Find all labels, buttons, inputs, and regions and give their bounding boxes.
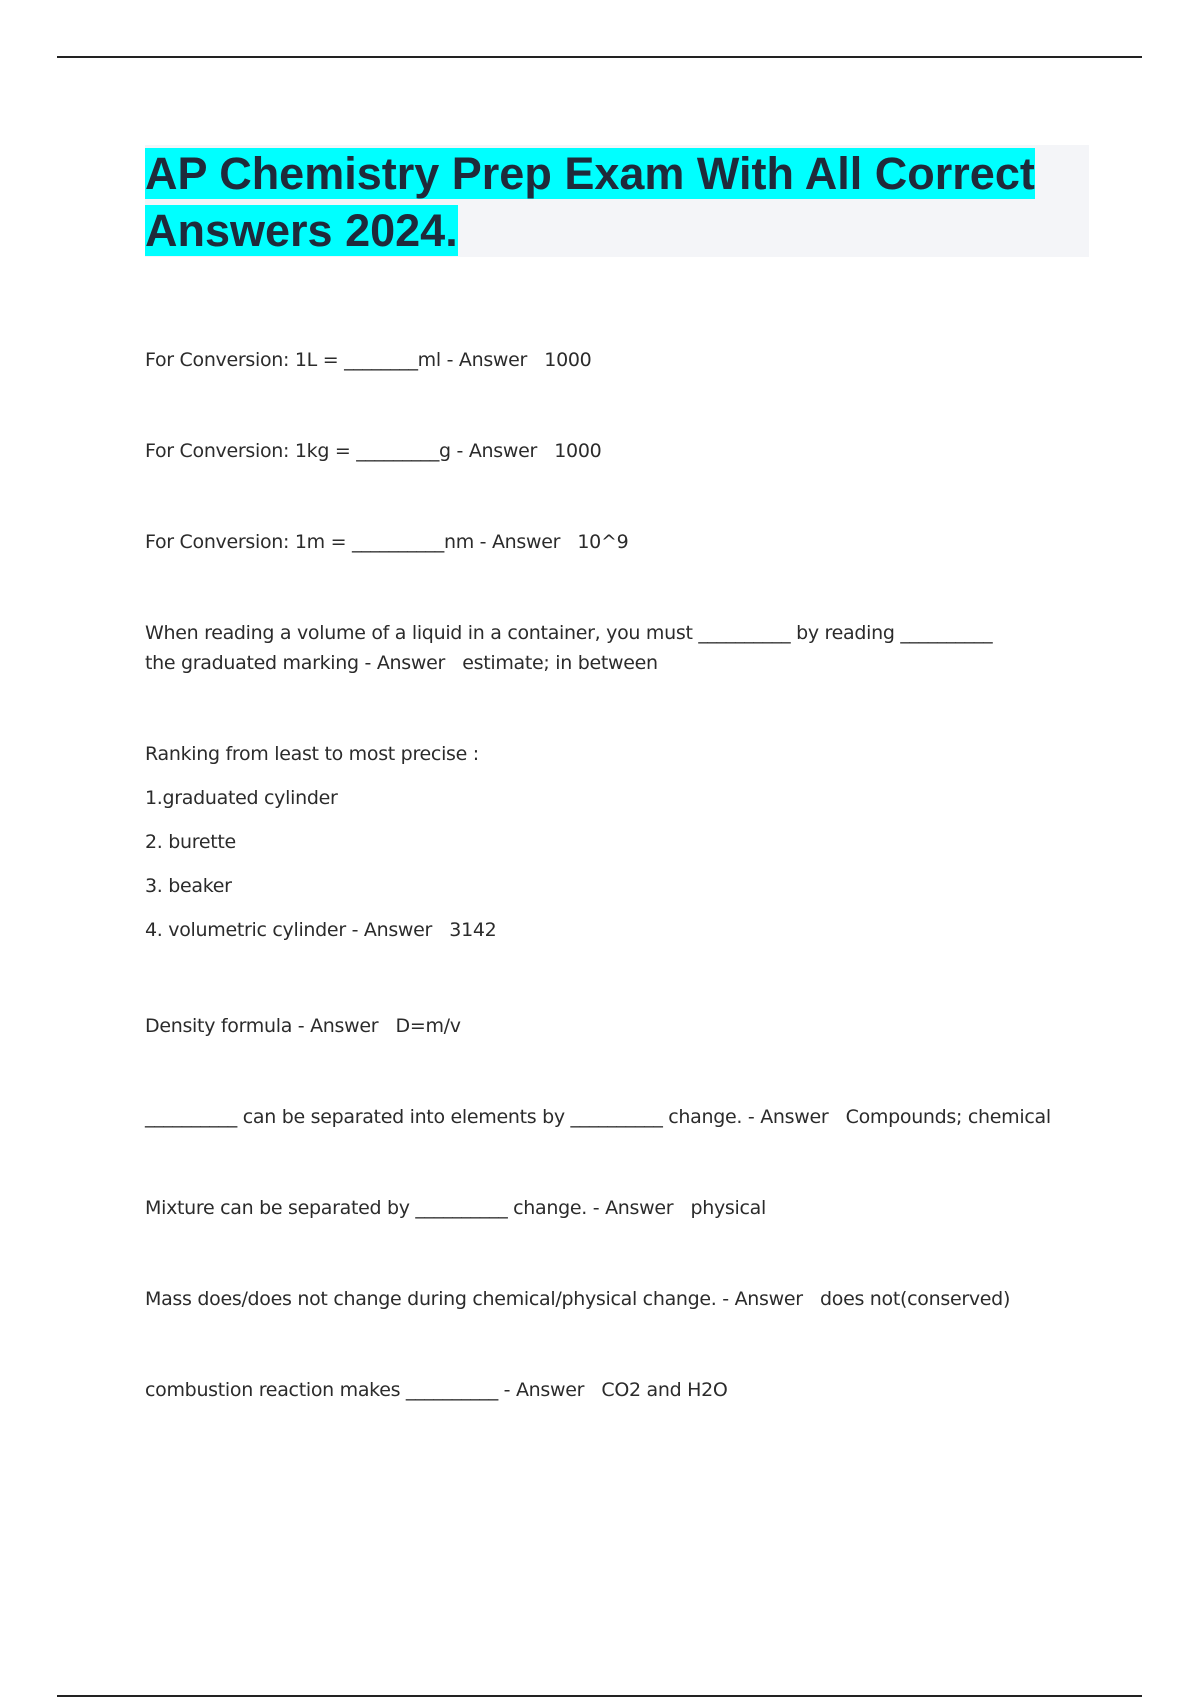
qa-item-4 bbox=[145, 618, 1025, 678]
answer-label: - Answer bbox=[742, 1106, 835, 1128]
qa-item-6 bbox=[145, 1011, 1065, 1041]
footer-rule bbox=[57, 1695, 1142, 1697]
answer-text: 10^9 bbox=[565, 531, 629, 553]
answer-label: - Answer bbox=[473, 531, 566, 553]
answer-label: - Answer bbox=[587, 1197, 679, 1219]
question-text: When reading a volume of a liquid in a container, you must __________ by reading __________ the graduated marking bbox=[145, 622, 993, 674]
qa-item-5 bbox=[145, 739, 1065, 945]
answer-label: - Answer bbox=[358, 652, 451, 674]
qa-item-9 bbox=[145, 1284, 1065, 1314]
answer-text: does not(conserved) bbox=[808, 1288, 1011, 1310]
header-rule bbox=[57, 56, 1142, 58]
answer-text: physical bbox=[679, 1197, 766, 1219]
qa-item-7 bbox=[145, 1102, 1085, 1132]
answer-label: - Answer bbox=[716, 1288, 809, 1310]
qa-item-3 bbox=[145, 527, 1065, 557]
question-text: For Conversion: 1kg = _________g bbox=[145, 440, 451, 462]
answer-label: - Answer bbox=[440, 349, 533, 371]
question-line: Ranking from least to most precise : bbox=[145, 743, 479, 765]
qa-item-10 bbox=[145, 1375, 1065, 1405]
question-line: 2. burette bbox=[145, 831, 236, 853]
question-text: __________ can be separated into elements by __________ change. bbox=[145, 1106, 743, 1128]
answer-text: estimate; in between bbox=[450, 652, 658, 674]
question-text: For Conversion: 1m = __________nm bbox=[145, 531, 474, 553]
answer-text: 3142 bbox=[437, 919, 497, 941]
question-text: Mixture can be separated by __________ change. bbox=[145, 1197, 588, 1219]
answer-label: - Answer bbox=[497, 1379, 590, 1401]
answer-text: Compounds; chemical bbox=[834, 1106, 1051, 1128]
document-title: AP Chemistry Prep Exam With All Correct Answers 2024. bbox=[145, 148, 1035, 256]
qa-item-8 bbox=[145, 1193, 1065, 1223]
answer-text: D=m/v bbox=[384, 1015, 461, 1037]
question-text: Density formula bbox=[145, 1015, 293, 1037]
question-text: 4. volumetric cylinder bbox=[145, 919, 346, 941]
qa-item-2 bbox=[145, 436, 1065, 466]
qa-item-1 bbox=[145, 345, 1065, 375]
answer-label: - Answer bbox=[292, 1015, 385, 1037]
answer-text: CO2 and H2O bbox=[589, 1379, 728, 1401]
question-line: 1.graduated cylinder bbox=[145, 787, 338, 809]
question-line: 3. beaker bbox=[145, 875, 232, 897]
answer-label: - Answer bbox=[450, 440, 543, 462]
question-text: combustion reaction makes __________ bbox=[145, 1379, 498, 1401]
answer-text: 1000 bbox=[542, 440, 602, 462]
answer-label: - Answer bbox=[345, 919, 438, 941]
title-block bbox=[145, 145, 1089, 257]
question-text: For Conversion: 1L = ________ml bbox=[145, 349, 441, 371]
question-text: Mass does/does not change during chemical/physical change. bbox=[145, 1288, 717, 1310]
answer-text: 1000 bbox=[532, 349, 592, 371]
